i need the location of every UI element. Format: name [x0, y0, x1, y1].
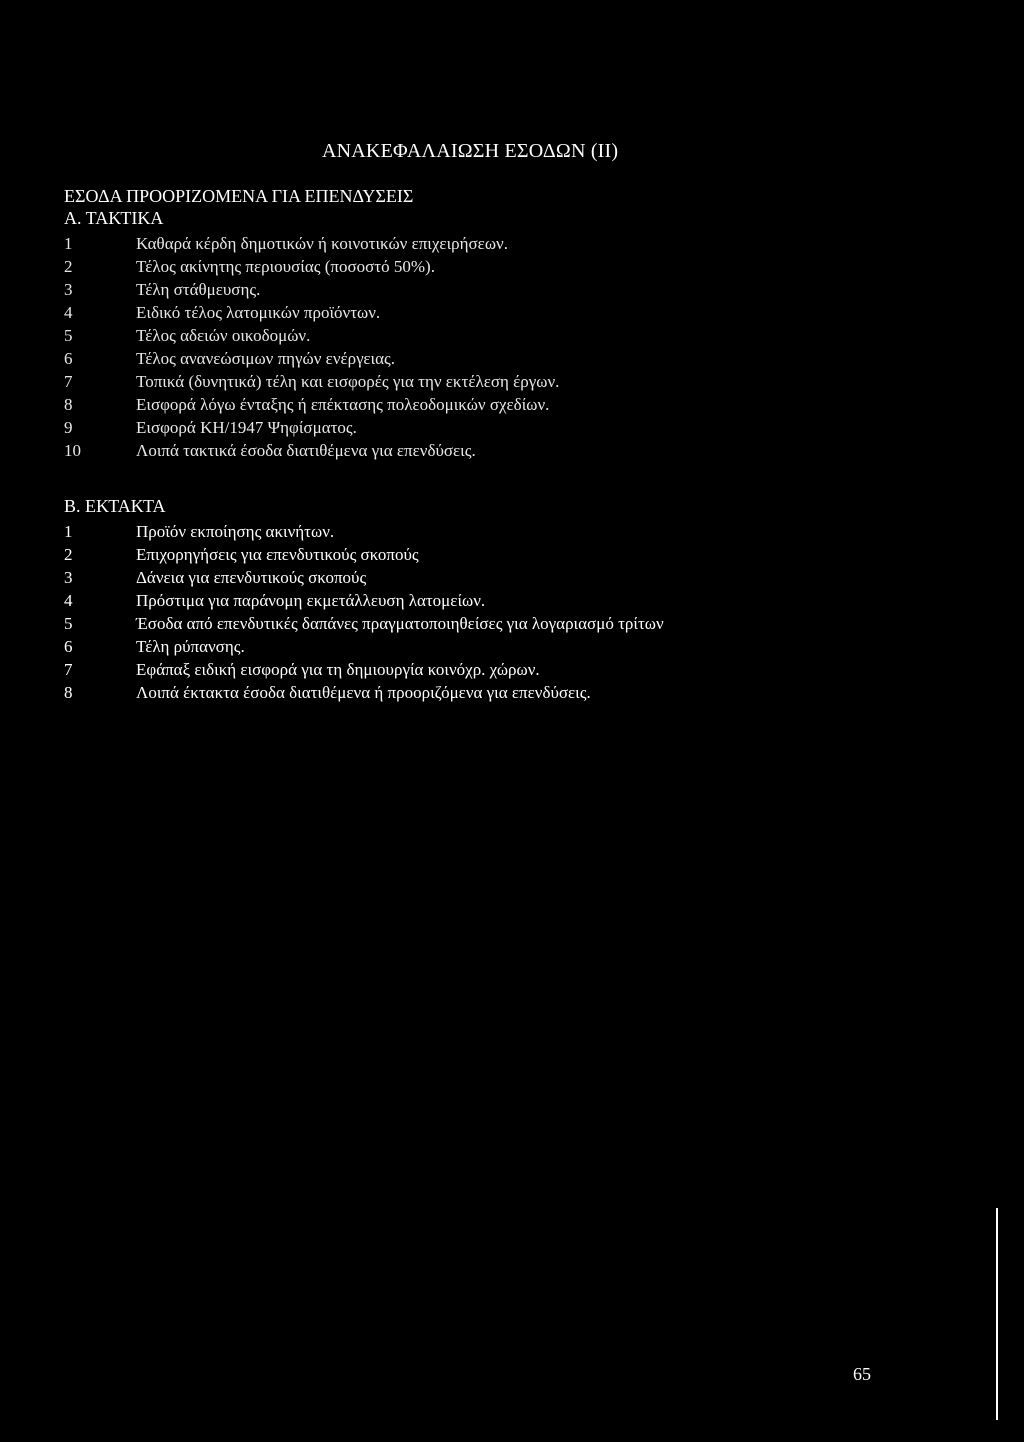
item-number: 1	[64, 522, 73, 541]
item-number: 2	[64, 545, 73, 564]
item-number: 7	[64, 372, 73, 391]
item-number: 2	[64, 257, 73, 276]
page-number: 65	[853, 1364, 871, 1384]
section-a-title: Α. ΤΑΚΤΙΚΑ	[64, 208, 164, 228]
item-number: 5	[64, 614, 73, 633]
item-text: Τέλη στάθμευσης.	[136, 280, 261, 299]
item-number: 4	[64, 591, 73, 610]
item-text: Τοπικά (δυνητικά) τέλη και εισφορές για την εκτέλεση έργων.	[136, 372, 560, 391]
item-text: Τέλος ανανεώσιμων πηγών ενέργειας.	[136, 349, 395, 368]
margin-line	[996, 1208, 998, 1420]
section-b-title: Β. ΕΚΤΑΚΤΑ	[64, 496, 166, 516]
item-number: 8	[64, 683, 73, 702]
item-text: Πρόστιμα για παράνομη εκμετάλλευση λατομείων.	[136, 591, 486, 610]
item-number: 6	[64, 349, 73, 368]
item-text: Προϊόν εκποίησης ακινήτων.	[136, 522, 335, 541]
item-text: Εφάπαξ ειδική εισφορά για τη δημιουργία κοινόχρ. χώρων.	[136, 660, 540, 679]
item-text: Επιχορηγήσεις για επενδυτικούς σκοπούς	[136, 545, 419, 564]
item-number: 6	[64, 637, 73, 656]
section-heading: ΕΣΟΔΑ ΠΡΟΟΡΙΖΟΜΕΝΑ ΓΙΑ ΕΠΕΝΔΥΣΕΙΣ	[64, 186, 414, 206]
item-text: Τέλος αδειών οικοδομών.	[136, 326, 311, 345]
item-text: Τέλη ρύπανσης.	[136, 637, 245, 656]
item-text: Δάνεια για επενδυτικούς σκοπούς	[136, 568, 367, 587]
item-number: 4	[64, 303, 73, 322]
item-text: Έσοδα από επενδυτικές δαπάνες πραγματοποιηθείσες για λογαριασμό τρίτων	[136, 614, 664, 633]
item-text: Εισφορά λόγω ένταξης ή επέκτασης πολεοδομικών σχεδίων.	[136, 395, 550, 414]
item-number: 5	[64, 326, 73, 345]
item-number: 1	[64, 234, 73, 253]
item-text: Ειδικό τέλος λατομικών προϊόντων.	[136, 303, 381, 322]
item-number: 9	[64, 418, 73, 437]
item-number: 3	[64, 568, 73, 587]
item-number: 10	[64, 441, 81, 460]
item-text: Εισφορά ΚΗ/1947 Ψηφίσματος.	[136, 418, 357, 437]
item-text: Καθαρά κέρδη δημοτικών ή κοινοτικών επιχειρήσεων.	[136, 234, 508, 253]
item-text: Λοιπά τακτικά έσοδα διατιθέμενα για επενδύσεις.	[136, 441, 476, 460]
item-text: Λοιπά έκτακτα έσοδα διατιθέμενα ή προοριζόμενα για επενδύσεις.	[136, 683, 591, 702]
item-text: Τέλος ακίνητης περιουσίας (ποσοστό 50%).	[136, 257, 435, 276]
item-number: 7	[64, 660, 73, 679]
item-number: 8	[64, 395, 73, 414]
item-number: 3	[64, 280, 73, 299]
page-title: ΑΝΑΚΕΦΑΛΑΙΩΣΗ ΕΣΟΔΩΝ (ΙΙ)	[322, 140, 619, 162]
